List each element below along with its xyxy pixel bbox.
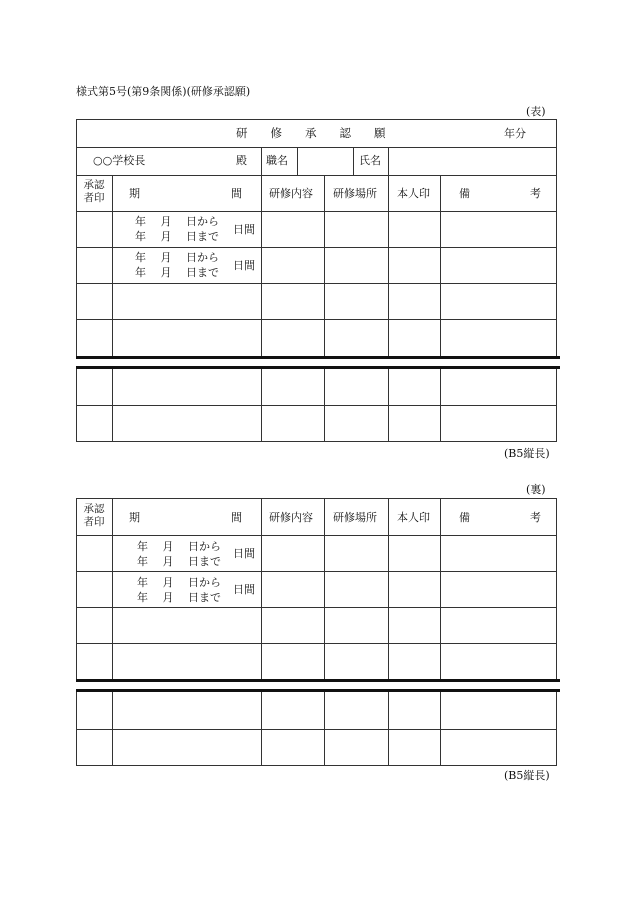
separator-rule bbox=[76, 689, 560, 692]
front-footer: (B5縦長) bbox=[504, 447, 550, 460]
personal-seal-header: 本人印 bbox=[397, 511, 430, 524]
separator-rule bbox=[76, 356, 560, 359]
front-year-label: 年分 bbox=[504, 127, 526, 140]
location-header: 研修場所 bbox=[333, 511, 377, 524]
period-header-start: 期 bbox=[129, 187, 140, 200]
honorific: 殿 bbox=[236, 154, 247, 167]
job-title-field[interactable] bbox=[298, 148, 353, 174]
period-header-end: 間 bbox=[231, 187, 242, 200]
back-side-label: (裏) bbox=[526, 483, 546, 496]
period-header-start: 期 bbox=[129, 511, 140, 524]
date-days: 日間 bbox=[233, 547, 255, 560]
name-field[interactable] bbox=[389, 148, 556, 174]
personal-seal-header: 本人印 bbox=[397, 187, 430, 200]
approval-seal-header: 承認者印 bbox=[83, 179, 105, 204]
period-header-end: 間 bbox=[231, 511, 242, 524]
school-name: ○○学校長 bbox=[93, 154, 146, 167]
location-header: 研修場所 bbox=[333, 187, 377, 200]
front-side-label: (表) bbox=[526, 105, 546, 118]
approval-seal-header: 承認者印 bbox=[83, 503, 105, 528]
date-from: 年 月 日から bbox=[135, 251, 219, 264]
form-label: 様式第5号(第9条関係)(研修承認願) bbox=[76, 85, 251, 98]
date-days: 日間 bbox=[233, 259, 255, 272]
job-title-label: 職名 bbox=[266, 154, 288, 167]
separator-rule bbox=[76, 679, 560, 682]
date-to: 年 月 日まで bbox=[135, 266, 219, 279]
remarks-header-end: 考 bbox=[530, 187, 541, 200]
date-to: 年 月 日まで bbox=[137, 591, 221, 604]
remarks-header-start: 備 bbox=[459, 511, 470, 524]
date-days: 日間 bbox=[233, 223, 255, 236]
date-from: 年 月 日から bbox=[135, 215, 219, 228]
separator-rule bbox=[76, 366, 560, 369]
back-footer: (B5縦長) bbox=[504, 769, 550, 782]
date-days: 日間 bbox=[233, 583, 255, 596]
date-to: 年 月 日まで bbox=[137, 555, 221, 568]
content-header: 研修内容 bbox=[269, 187, 313, 200]
date-to: 年 月 日まで bbox=[135, 230, 219, 243]
front-title: 研 修 承 認 願 bbox=[236, 126, 386, 140]
remarks-header-end: 考 bbox=[530, 511, 541, 524]
remarks-header-start: 備 bbox=[459, 187, 470, 200]
date-from: 年 月 日から bbox=[137, 540, 221, 553]
name-label: 氏名 bbox=[359, 154, 381, 167]
content-header: 研修内容 bbox=[269, 511, 313, 524]
date-from: 年 月 日から bbox=[137, 576, 221, 589]
